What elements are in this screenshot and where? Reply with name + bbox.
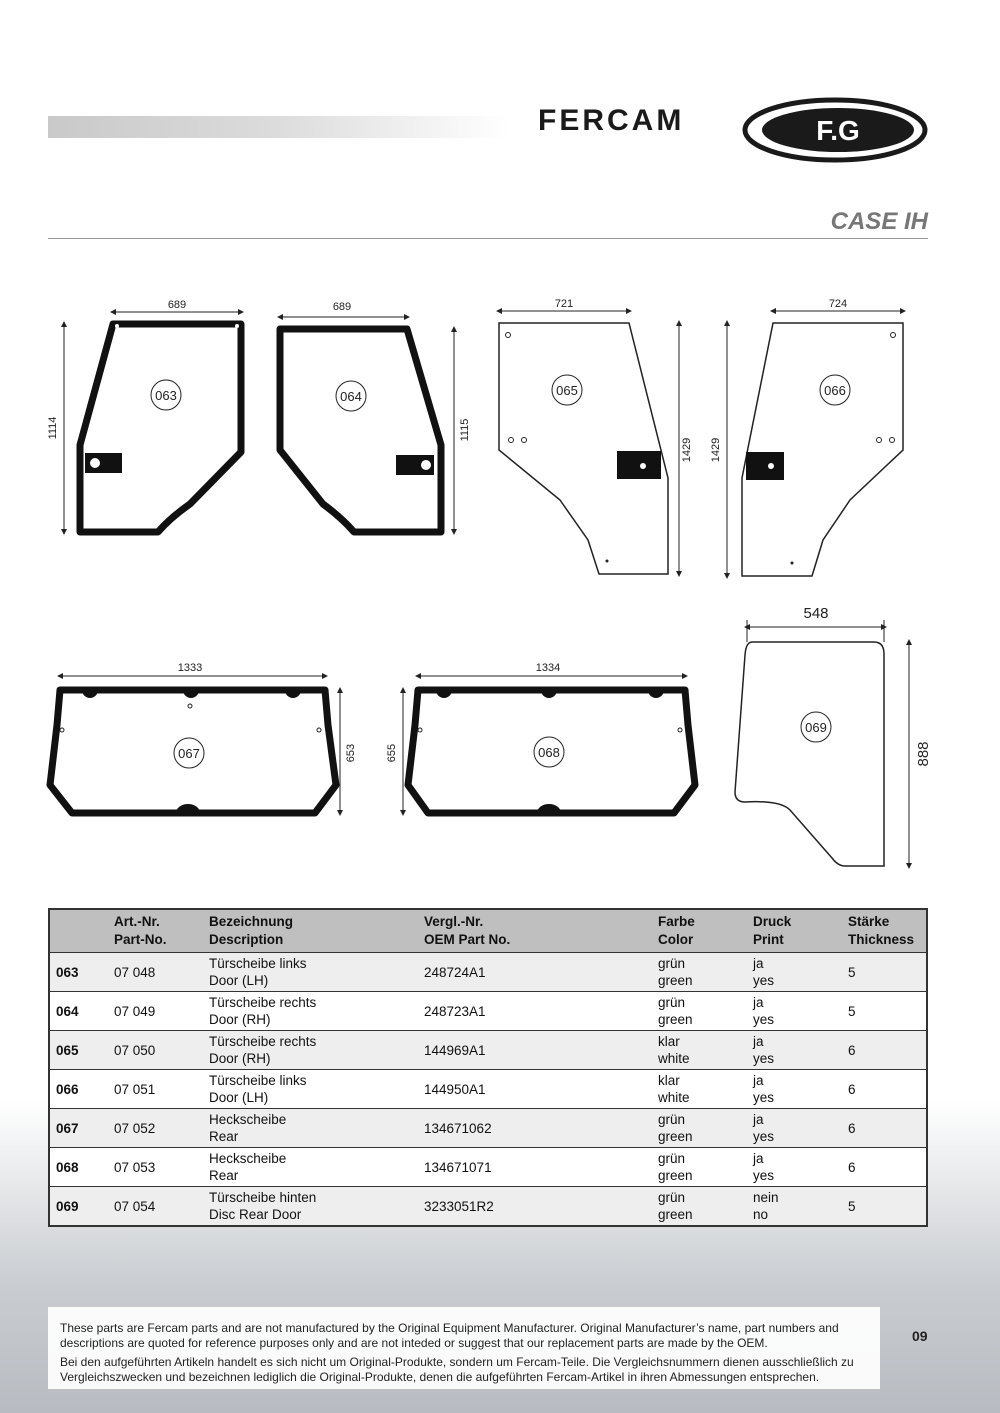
print-cell: ja yes [747, 1109, 842, 1148]
header-print: Druck Print [747, 909, 842, 953]
table-header-row [49, 909, 927, 953]
svg-text:1115: 1115 [459, 418, 471, 442]
desc-cell: Türscheibe rechts Door (RH) [203, 1031, 418, 1070]
disclaimer-de: Bei den aufgeführten Artikeln handelt es sich nicht um Original-Produkte, sondern um Fercam-Teile. Die Vergleichsnummern dienen ausschließlich zu Vergleichszwecken und bezeichnen lediglich die Original-Produkte, denen die aufgeführten Fercam-Artikel in ihren Abmessungen entsprechen. [60, 1355, 854, 1384]
fg-badge-text: F.G [816, 115, 860, 146]
svg-text:063: 063 [155, 388, 177, 403]
parts-table [48, 908, 928, 1227]
page-number: 09 [912, 1328, 928, 1344]
pos-cell: 066 [49, 1070, 108, 1109]
part-cell: 07 050 [108, 1031, 203, 1070]
svg-text:548: 548 [803, 605, 829, 622]
header-color: Farbe Color [652, 909, 747, 953]
svg-text:1429: 1429 [681, 437, 693, 463]
header-part-no: Art.-Nr. Part-No. [108, 909, 203, 953]
svg-text:064: 064 [340, 389, 362, 404]
desc-cell: Türscheibe links Door (LH) [203, 953, 418, 992]
fercam-logo: FERCAM [538, 104, 685, 137]
part-cell: 07 054 [108, 1187, 203, 1227]
brand-title: CASE IH [830, 208, 928, 235]
thickness-cell: 6 [842, 1148, 927, 1187]
desc-cell: Heckscheibe Rear [203, 1109, 418, 1148]
part-cell: 07 052 [108, 1109, 203, 1148]
table-row [49, 1187, 927, 1227]
svg-text:1429: 1429 [710, 437, 722, 463]
oem-cell: 134671062 [418, 1109, 652, 1148]
pos-cell: 067 [49, 1109, 108, 1148]
brand-divider [48, 238, 928, 239]
pos-cell: 069 [49, 1187, 108, 1227]
part-cell: 07 051 [108, 1070, 203, 1109]
color-cell: grün green [652, 992, 747, 1031]
oem-cell: 144950A1 [418, 1070, 652, 1109]
svg-text:689: 689 [167, 299, 187, 311]
drawing-069 [735, 605, 932, 866]
thickness-cell: 5 [842, 992, 927, 1031]
print-cell: ja yes [747, 1031, 842, 1070]
svg-text:069: 069 [805, 720, 827, 735]
print-cell: ja yes [747, 1148, 842, 1187]
oem-cell: 3233051R2 [418, 1187, 652, 1227]
color-cell: grün green [652, 1187, 747, 1227]
svg-text:067: 067 [178, 746, 200, 761]
part-cell: 07 049 [108, 992, 203, 1031]
svg-text:065: 065 [556, 383, 578, 398]
table-row [49, 1148, 927, 1187]
pos-cell: 065 [49, 1031, 108, 1070]
svg-text:068: 068 [538, 745, 560, 760]
color-cell: klar white [652, 1031, 747, 1070]
drawing-065 [499, 298, 693, 574]
svg-text:724: 724 [828, 298, 848, 310]
disclaimer-box [48, 1307, 880, 1389]
svg-text:655: 655 [386, 743, 398, 763]
svg-text:1334: 1334 [535, 662, 561, 674]
svg-text:888: 888 [915, 741, 932, 767]
header-description: Bezeichnung Description [203, 909, 418, 953]
print-cell: ja yes [747, 953, 842, 992]
oem-cell: 144969A1 [418, 1031, 652, 1070]
header-oem: Vergl.-Nr. OEM Part No. [418, 909, 652, 953]
table-row [49, 1031, 927, 1070]
fg-logo-badge [740, 94, 930, 164]
color-cell: grün green [652, 1148, 747, 1187]
drawing-066 [710, 298, 903, 576]
print-cell: ja yes [747, 1070, 842, 1109]
svg-text:653: 653 [345, 743, 357, 763]
desc-cell: Heckscheibe Rear [203, 1148, 418, 1187]
drawing-068 [386, 662, 695, 813]
color-cell: grün green [652, 953, 747, 992]
desc-cell: Türscheibe links Door (LH) [203, 1070, 418, 1109]
thickness-cell: 6 [842, 1109, 927, 1148]
svg-text:1114: 1114 [47, 416, 59, 440]
svg-text:721: 721 [554, 298, 574, 310]
color-cell: grün green [652, 1109, 747, 1148]
pos-cell: 064 [49, 992, 108, 1031]
table-row [49, 1109, 927, 1148]
drawing-064 [280, 301, 471, 532]
pos-cell: 063 [49, 953, 108, 992]
part-cell: 07 048 [108, 953, 203, 992]
desc-cell: Türscheibe rechts Door (RH) [203, 992, 418, 1031]
desc-cell: Türscheibe hinten Disc Rear Door [203, 1187, 418, 1227]
thickness-cell: 6 [842, 1070, 927, 1109]
part-cell: 07 053 [108, 1148, 203, 1187]
thickness-cell: 6 [842, 1031, 927, 1070]
header-pos [49, 909, 108, 953]
print-cell: nein no [747, 1187, 842, 1227]
drawing-067 [50, 662, 357, 813]
svg-text:066: 066 [824, 383, 846, 398]
oem-cell: 248724A1 [418, 953, 652, 992]
drawing-063 [47, 299, 241, 532]
color-cell: klar white [652, 1070, 747, 1109]
pos-cell: 068 [49, 1148, 108, 1187]
disclaimer-en: These parts are Fercam parts and are not manufactured by the Original Equipment Manufacturer. Original Manufacturer’s name, part numbers and descriptions are quoted for reference purposes only and are not inteded or suggest that our replacement parts are made by the OEM. [60, 1321, 839, 1350]
svg-text:689: 689 [332, 301, 352, 313]
svg-text:1333: 1333 [177, 662, 203, 674]
thickness-cell: 5 [842, 1187, 927, 1227]
oem-cell: 248723A1 [418, 992, 652, 1031]
header-thickness: Stärke Thickness [842, 909, 927, 953]
print-cell: ja yes [747, 992, 842, 1031]
table-row [49, 953, 927, 992]
technical-drawings [0, 280, 1000, 900]
oem-cell: 134671071 [418, 1148, 652, 1187]
header-bar [48, 116, 508, 138]
table-row [49, 992, 927, 1031]
table-row [49, 1070, 927, 1109]
thickness-cell: 5 [842, 953, 927, 992]
